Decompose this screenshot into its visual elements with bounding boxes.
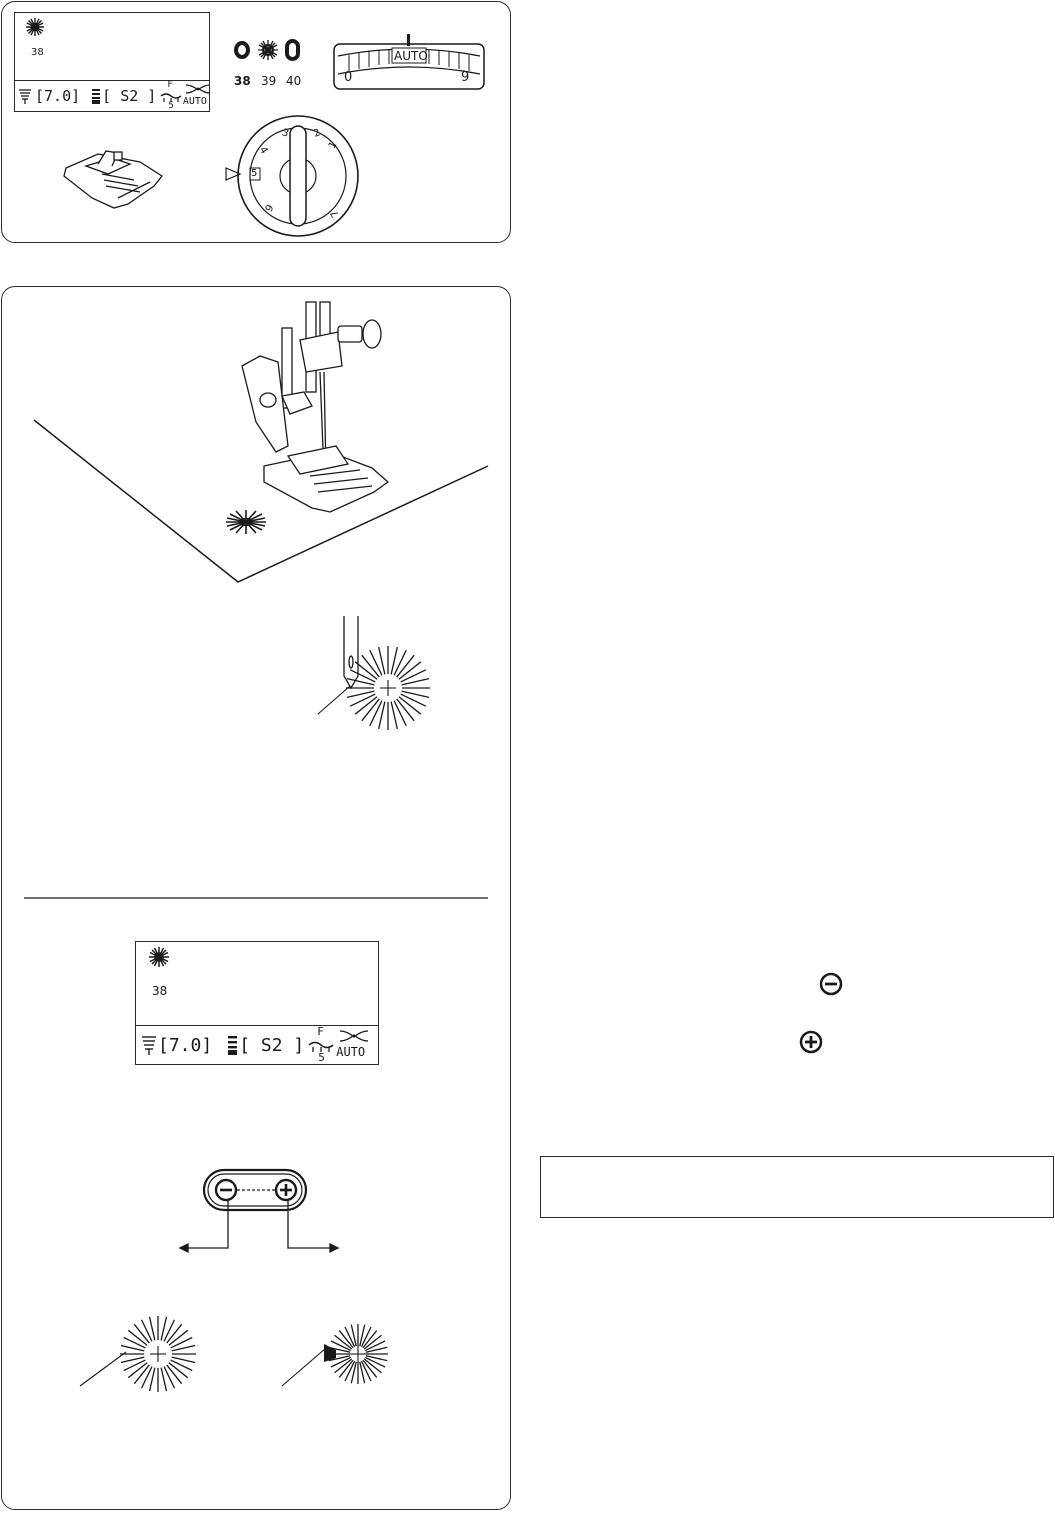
lcd-display-top (14, 12, 210, 112)
eyelet-39-icon (258, 40, 278, 60)
stitch-ray (167, 1324, 182, 1343)
feed-dog-indicator (308, 1025, 334, 1064)
eyelet-pattern-icon (25, 17, 45, 37)
pressure-num-1: 1 (326, 139, 340, 152)
pressure-selected: 5 (251, 168, 258, 179)
eyelet-40-icon (287, 41, 298, 59)
tension-min-label: 0 (344, 70, 353, 85)
plus-key-icon (276, 1180, 296, 1200)
tension-max-label: 9 (461, 70, 470, 85)
pattern-number: 38 (152, 984, 168, 998)
stitch-ray (134, 1324, 149, 1343)
lcd-status-bar (136, 1025, 378, 1064)
pattern-number: 38 (31, 47, 44, 58)
feed-label: F (167, 80, 173, 90)
stitch-ray (128, 1363, 147, 1378)
foot-label: 5 (168, 101, 174, 111)
eyelet-number-38: 38 (234, 74, 251, 88)
section-divider (24, 897, 488, 899)
eyelet-result-large (78, 1306, 218, 1406)
auto-indicator (336, 1028, 370, 1062)
stitch-width-icon (19, 88, 31, 104)
stitch-ray (169, 1363, 188, 1378)
plus-circle-icon (798, 1029, 822, 1053)
auto-label: AUTO (336, 1045, 366, 1059)
pressure-dial-diagram (222, 120, 372, 240)
pressure-num-4: 4 (256, 144, 270, 157)
thread-cutter-icon (186, 84, 210, 94)
sewing-machine-illustration (20, 296, 500, 596)
auto-label: AUTO (182, 96, 207, 107)
foot-label: 5 (318, 1051, 325, 1064)
thread-cutter-icon (340, 1030, 368, 1042)
thread-tension-icon (228, 1035, 237, 1055)
sewn-eyelet-icon (226, 510, 266, 534)
stitch-ray (169, 1330, 188, 1345)
eyelet-38-icon (236, 43, 248, 57)
eyelet-symbols (232, 36, 312, 66)
minus-key-icon (216, 1180, 236, 1200)
auto-indicator (183, 82, 209, 110)
minus-circle-icon (818, 971, 842, 995)
note-box (540, 1156, 1054, 1218)
pressure-num-7: 7 (328, 207, 342, 220)
tension-auto-label: AUTO (394, 49, 428, 63)
feed-dog-indicator (160, 82, 181, 110)
stitch-width-icon (142, 1035, 156, 1055)
presser-foot-illustration (58, 146, 168, 216)
tension-dial-diagram (334, 34, 484, 94)
eyelet-pattern-icon (148, 946, 170, 968)
pressure-num-6: 6 (261, 201, 275, 214)
needle-position-diagram (310, 612, 450, 742)
eyelet-number-40: 40 (286, 74, 302, 88)
pressure-num-3: 3 (280, 127, 291, 140)
eyelet-result-small (280, 1306, 420, 1406)
tension-setting-value: [ S2 ] (239, 1034, 305, 1056)
lcd-status-bar (15, 80, 209, 111)
tension-setting-value: [ S2 ] (102, 87, 157, 105)
pressure-num-2: 2 (312, 127, 323, 140)
lcd-display-bottom (135, 941, 379, 1065)
stitch-width-value: [7.0] (35, 87, 81, 105)
stitch-ray (134, 1365, 149, 1384)
stitch-ray (167, 1365, 182, 1384)
adjust-keys-diagram (166, 1168, 366, 1268)
stitch-width-value: [7.0] (158, 1034, 213, 1056)
eyelet-number-39: 39 (261, 74, 277, 88)
feed-label: F (317, 1025, 324, 1038)
stitch-ray (128, 1330, 147, 1345)
thread-tension-icon (92, 88, 100, 104)
